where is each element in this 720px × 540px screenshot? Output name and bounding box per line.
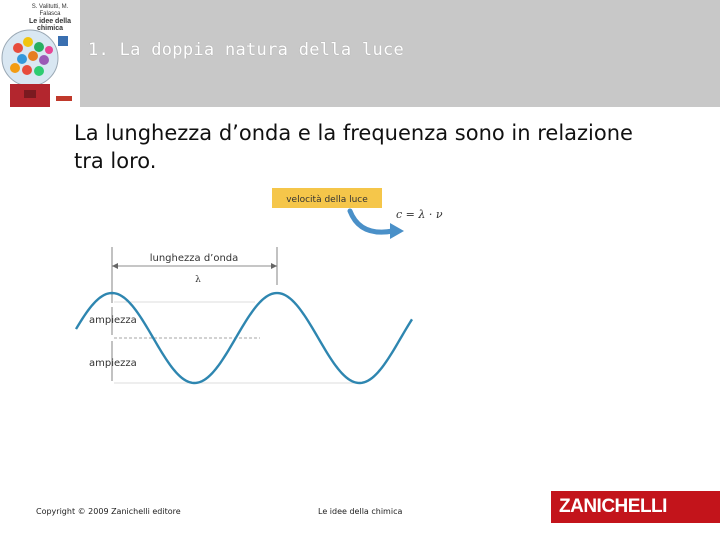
speed-label: velocità della luce	[286, 195, 368, 205]
wavelength-label: lunghezza d’onda	[149, 253, 239, 264]
wavelength-arrow-left	[112, 263, 118, 269]
amplitude-top-label: ampiezza	[89, 315, 137, 326]
curved-arrow-icon	[350, 211, 393, 232]
wavelength-arrow-right	[271, 263, 277, 269]
arrow-head-icon	[390, 223, 404, 239]
book-cover-image	[0, 0, 80, 107]
cover-book-title: Le idee della chimica	[28, 18, 72, 32]
page-title: 1. La doppia natura della luce	[88, 40, 405, 60]
cover-title	[28, 4, 72, 32]
footer-book-title: Le idee della chimica	[318, 507, 403, 516]
footer-copyright: Copyright © 2009 Zanichelli editore	[36, 507, 181, 516]
amplitude-bottom-label: ampiezza	[89, 358, 137, 369]
body-text: La lunghezza d’onda e la frequenza sono in relazione tra loro.	[74, 121, 633, 173]
wave-diagram	[60, 185, 460, 405]
cover-strip	[56, 96, 72, 101]
lambda-symbol: λ	[195, 275, 201, 285]
publisher-logo: ZANICHELLI	[551, 491, 720, 523]
cover-authors: S. Valitutti, M. Falasca	[31, 4, 69, 17]
formula: c = λ · ν	[396, 208, 443, 221]
